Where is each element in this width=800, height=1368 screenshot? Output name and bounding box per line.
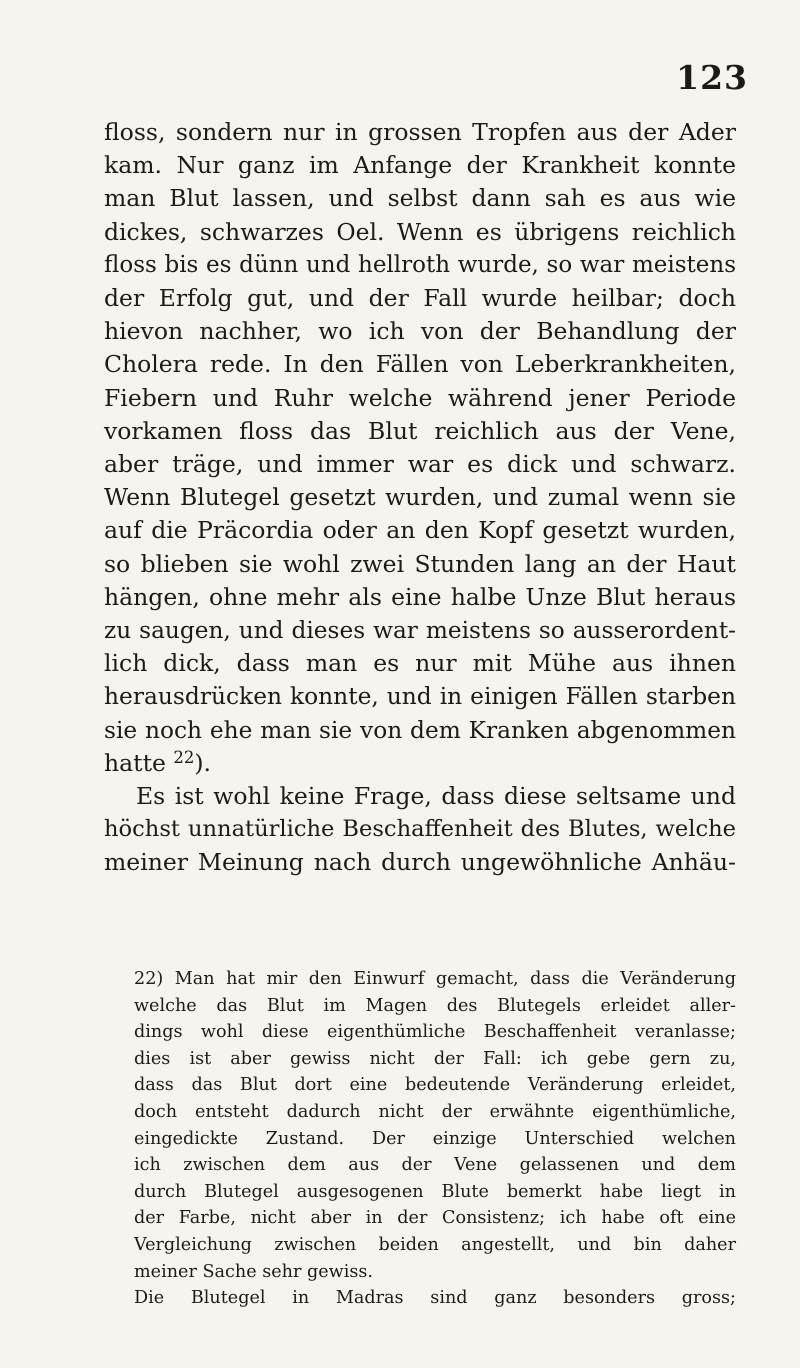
text-line: vorkamen floss das Blut reichlich aus der Vene, xyxy=(104,416,736,445)
text-line: der Erfolg gut, und der Fall wurde heilbar; doch xyxy=(104,284,736,313)
text-line: sie noch ehe man sie von dem Kranken abgenommen xyxy=(104,716,736,744)
text-line: so blieben sie wohl zwei Stunden lang an der Haut xyxy=(104,549,736,578)
footnote-marker: 22) xyxy=(134,969,164,989)
paragraph-1 xyxy=(104,116,736,780)
text-line: Fiebern und Ruhr welche während jener Periode xyxy=(104,383,736,412)
footnote-line: ich zwischen dem aus der Vene gelassenen und dem xyxy=(134,1155,736,1176)
text-line: zu saugen, und dieses war meistens so ausserordent- xyxy=(104,617,736,645)
footnote-line: dings wohl diese eigenthümliche Beschaffenheit veranlasse; xyxy=(134,1022,736,1043)
footnote-line: dies ist aber gewiss nicht der Fall: ich gebe gern zu, xyxy=(134,1048,736,1069)
footnote-reference[interactable]: 22 xyxy=(173,747,195,767)
text-line: lich dick, dass man es nur mit Mühe aus ihnen xyxy=(104,649,736,678)
text-line: hievon nachher, wo ich von der Behandlung der xyxy=(104,317,736,346)
text-line: herausdrücken konnte, und in einigen Fällen starben xyxy=(104,682,736,711)
paragraph-2 xyxy=(104,780,736,880)
footnote-line: meiner Sache sehr gewiss. xyxy=(134,1261,373,1282)
footnote-line: Die Blutegel in Madras sind ganz besonders gross; xyxy=(134,1288,736,1309)
text-line-end xyxy=(104,747,736,780)
text-line: Cholera rede. In den Fällen von Leberkrankheiten, xyxy=(104,350,736,379)
text-line: meiner Meinung nach durch ungewöhnliche Anhäu- xyxy=(104,848,736,877)
footnote-line xyxy=(104,966,736,993)
footnote-line: eingedickte Zustand. Der einzige Unterschied welchen xyxy=(134,1128,736,1149)
text-line: floss, sondern nur in grossen Tropfen aus der Ader xyxy=(104,118,736,146)
main-text xyxy=(104,116,736,880)
text-line: aber träge, und immer war es dick und schwarz. xyxy=(104,450,736,479)
text-line: floss bis es dünn und hellroth wurde, so war meistens xyxy=(104,251,736,278)
footnote-22 xyxy=(104,966,736,1312)
footnote-line: durch Blutegel ausgesogenen Blute bemerkt habe liegt in xyxy=(134,1181,736,1202)
text-line: kam. Nur ganz im Anfange der Krankheit konnte xyxy=(104,151,736,180)
footnote-line: Vergleichung zwischen beiden angestellt, und bin daher xyxy=(134,1234,736,1255)
text-line: auf die Präcordia oder an den Kopf gesetzt wurden, xyxy=(104,516,736,545)
footnote-line: welche das Blut im Magen des Blutegels erleidet aller- xyxy=(134,995,736,1016)
text-line: Es ist wohl keine Frage, dass diese seltsame und xyxy=(136,782,736,811)
footnote-line: doch entsteht dadurch nicht der erwähnte eigenthümliche, xyxy=(134,1101,736,1122)
footnote-line: der Farbe, nicht aber in der Consistenz; ich habe oft eine xyxy=(134,1208,736,1229)
text-line-end-text: hatte xyxy=(104,748,174,777)
text-line: Wenn Blutegel gesetzt wurden, und zumal wenn sie xyxy=(104,483,736,512)
text-line-end-punct: ). xyxy=(194,748,211,777)
text-line: höchst unnatürliche Beschaffenheit des Blutes, welche xyxy=(104,816,736,843)
page-number: 123 xyxy=(676,58,748,97)
footnote-line: dass das Blut dort eine bedeutende Veränderung erleidet, xyxy=(134,1075,736,1096)
text-line: dickes, schwarzes Oel. Wenn es übrigens reichlich xyxy=(104,217,736,246)
text-line: hängen, ohne mehr als eine halbe Unze Blut heraus xyxy=(104,582,736,611)
footnote-text: Man hat mir den Einwurf gemacht, dass die Veränderung xyxy=(174,969,736,989)
text-line: man Blut lassen, und selbst dann sah es aus wie xyxy=(104,184,736,213)
